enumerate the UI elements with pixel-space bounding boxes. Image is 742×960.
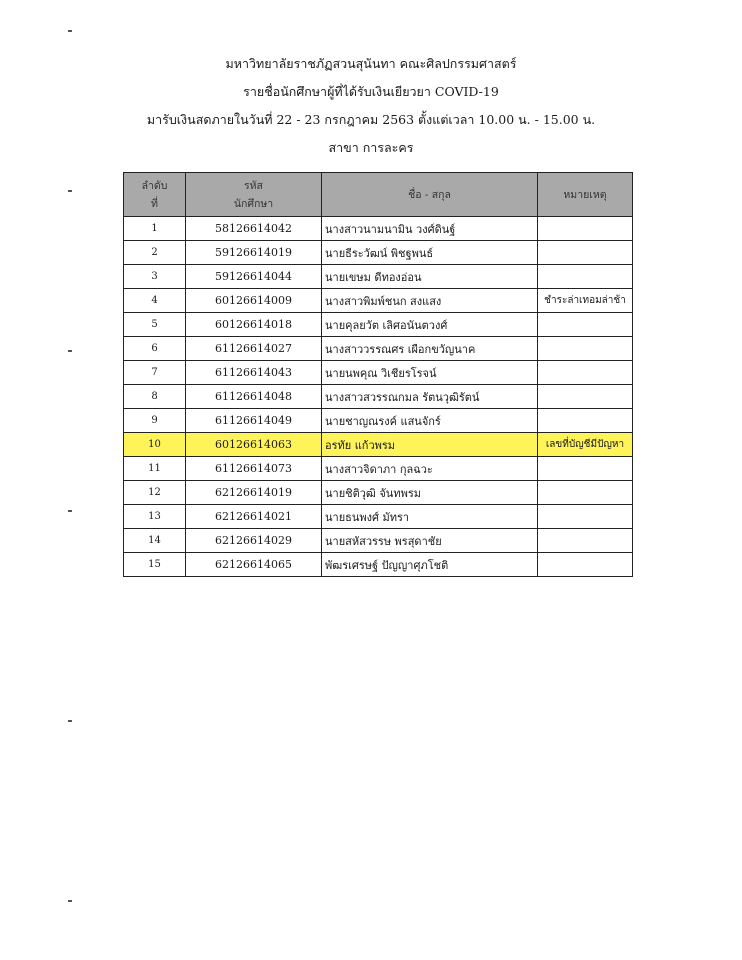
row-number: 7	[124, 361, 186, 385]
col-header-student-id	[186, 173, 322, 217]
student-id: 62126614021	[186, 505, 322, 529]
table-row	[124, 289, 633, 313]
student-id: 62126614019	[186, 481, 322, 505]
student-name: พัฒรเศรษฐ์ ปัญญาศุภโชติ	[322, 553, 538, 577]
row-number: 2	[124, 241, 186, 265]
col-header-id-line1: รหัส	[244, 179, 263, 192]
row-number: 3	[124, 265, 186, 289]
row-number: 6	[124, 337, 186, 361]
note	[538, 481, 633, 505]
student-table	[123, 172, 633, 577]
punch-hole-mark	[68, 190, 72, 192]
row-number: 5	[124, 313, 186, 337]
student-id: 61126614073	[186, 457, 322, 481]
col-header-name: ชื่อ - สกุล	[322, 173, 538, 217]
row-number: 9	[124, 409, 186, 433]
note	[538, 505, 633, 529]
table-row	[124, 241, 633, 265]
table-row	[124, 217, 633, 241]
student-id: 59126614019	[186, 241, 322, 265]
student-id: 62126614029	[186, 529, 322, 553]
student-name: นางสาวสวรรณกมล รัตนวุฒิรัตน์	[322, 385, 538, 409]
note	[538, 457, 633, 481]
col-header-note: หมายเหตุ	[538, 173, 633, 217]
note	[538, 385, 633, 409]
table-row	[124, 457, 633, 481]
table-row	[124, 505, 633, 529]
student-id: 60126614009	[186, 289, 322, 313]
note	[538, 265, 633, 289]
row-number: 11	[124, 457, 186, 481]
note: ชำระล่าเทอมล่าช้า	[538, 289, 633, 313]
row-number: 15	[124, 553, 186, 577]
table-row	[124, 433, 633, 457]
note	[538, 361, 633, 385]
note	[538, 553, 633, 577]
row-number: 13	[124, 505, 186, 529]
table-row	[124, 385, 633, 409]
note	[538, 217, 633, 241]
table-row	[124, 409, 633, 433]
table-row	[124, 313, 633, 337]
student-id: 61126614048	[186, 385, 322, 409]
col-header-id-line2: นักศึกษา	[233, 197, 274, 210]
student-name: นายธนพงศ์ มัทรา	[322, 505, 538, 529]
table-row	[124, 481, 633, 505]
student-name: นายคุลยวัต เลิศอนันตวงศ์	[322, 313, 538, 337]
university-title: มหาวิทยาลัยราชภัฏสวนสุนันทา คณะศิลปกรรมศาสตร์	[225, 56, 517, 71]
student-name: นางสาวจิดาภา กุลฉวะ	[322, 457, 538, 481]
table-row	[124, 529, 633, 553]
row-number: 14	[124, 529, 186, 553]
row-number: 8	[124, 385, 186, 409]
punch-hole-mark	[68, 510, 72, 512]
pickup-schedule: มารับเงินสดภายในวันที่ 22 - 23 กรกฎาคม 2563 ตั้งแต่เวลา 10.00 น. - 15.00 น.	[146, 112, 596, 127]
student-name: นายชิติวุฒิ จันทพรม	[322, 481, 538, 505]
student-name: นายธีระวัฒน์ พิชฐพนธ์	[322, 241, 538, 265]
punch-hole-mark	[68, 30, 72, 32]
student-id: 59126614044	[186, 265, 322, 289]
punch-hole-mark	[68, 900, 72, 902]
note	[538, 337, 633, 361]
punch-hole-mark	[68, 350, 72, 352]
student-id: 58126614042	[186, 217, 322, 241]
col-header-number-line2: ที่	[151, 197, 158, 210]
student-id: 60126614018	[186, 313, 322, 337]
student-id: 60126614063	[186, 433, 322, 457]
student-name: อรทัย แก้วพรม	[322, 433, 538, 457]
student-name: นายเขษม ดีทองอ่อน	[322, 265, 538, 289]
student-id: 61126614027	[186, 337, 322, 361]
note: เลขที่บัญชีมีปัญหา	[538, 433, 633, 457]
row-number: 12	[124, 481, 186, 505]
student-name: นางสาววรรณศร เผือกขวัญนาค	[322, 337, 538, 361]
student-name: นายสหัสวรรษ พรสุดาชัย	[322, 529, 538, 553]
student-name: นายนพคุณ วิเชียรโรจน์	[322, 361, 538, 385]
col-header-number-line1: ลำดับ	[141, 179, 168, 192]
student-id: 61126614049	[186, 409, 322, 433]
row-number: 1	[124, 217, 186, 241]
note	[538, 409, 633, 433]
list-title: รายชื่อนักศึกษาผู้ที่ได้รับเงินเยียวยา COVID-19	[243, 84, 499, 99]
table-row	[124, 265, 633, 289]
note	[538, 313, 633, 337]
row-number: 10	[124, 433, 186, 457]
student-name: นายชาญณรงค์ แสนจักร์	[322, 409, 538, 433]
department-name: สาขา การละคร	[328, 140, 414, 155]
note	[538, 241, 633, 265]
row-number: 4	[124, 289, 186, 313]
note	[538, 529, 633, 553]
student-name: นางสาวนามนามิน วงศ์ดินฐ์	[322, 217, 538, 241]
student-id: 61126614043	[186, 361, 322, 385]
col-header-number	[124, 173, 186, 217]
table-row	[124, 361, 633, 385]
table-row	[124, 337, 633, 361]
student-id: 62126614065	[186, 553, 322, 577]
punch-hole-mark	[68, 720, 72, 722]
table-header-row	[124, 173, 633, 217]
student-name: นางสาวพิมพ์ชนก สงแสง	[322, 289, 538, 313]
table-row	[124, 553, 633, 577]
